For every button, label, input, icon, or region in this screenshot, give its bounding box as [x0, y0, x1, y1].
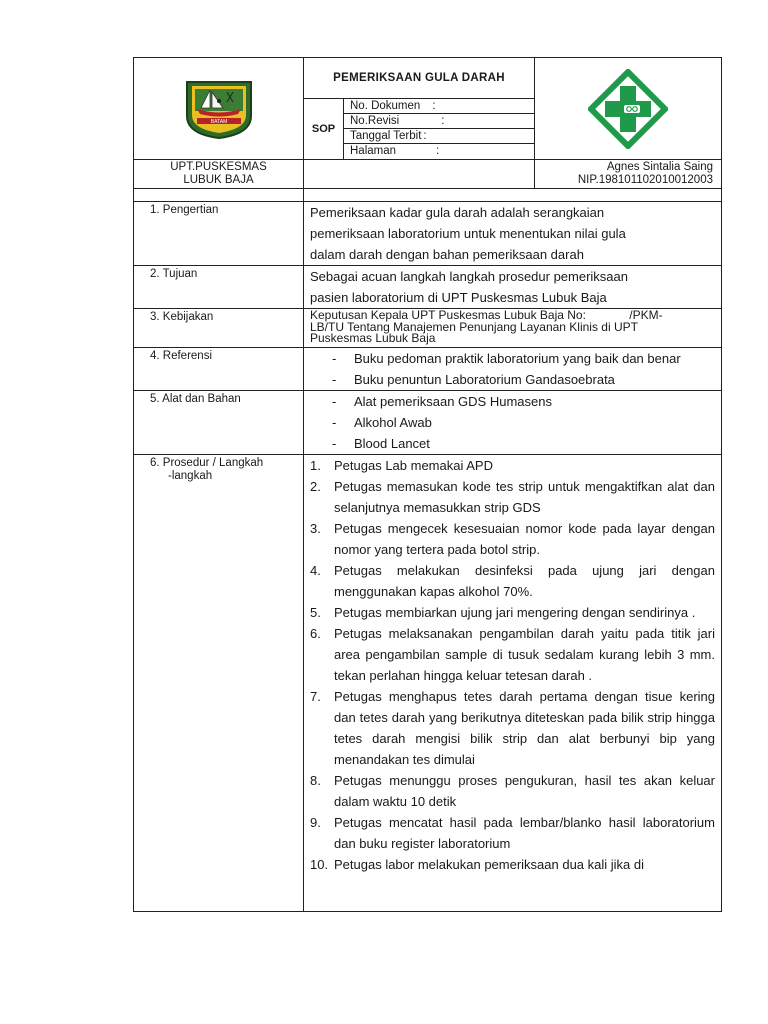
organization-name	[134, 160, 304, 189]
step-text: Petugas melaksanakan pengambilan darah yaitu pada titik jari area pengambilan sample di tusuk sedalam kurang lebih 3 mm. tekan perlahan hingga keluar tetesan darah .	[334, 625, 715, 683]
list-item-text: Alkohol Awab	[354, 414, 432, 430]
list-item: - Buku penuntun Laboratorium Gandasoebrata	[332, 371, 615, 387]
meta-separator: :	[436, 145, 440, 157]
section-content-tujuan	[304, 266, 722, 309]
section-content-prosedur	[304, 454, 722, 911]
step-text: Petugas mengecek kesesuaian nomor kode pada layar dengan nomor yang tertera pada botol strip.	[334, 520, 715, 557]
text-line: Puskesmas Lubuk Baja	[310, 331, 436, 345]
meta-row	[344, 129, 534, 144]
step-text: Petugas melakukan desinfeksi pada ujung jari dengan menggunakan kapas alkohol 70%.	[334, 562, 715, 599]
list-item-text: Buku pedoman praktik laboratorium yang baik dan benar	[354, 350, 681, 366]
step-number: 10.	[310, 856, 329, 872]
list-item-text: Buku penuntun Laboratorium Gandasoebrata	[354, 371, 615, 387]
step-number: 4.	[310, 562, 321, 578]
step-text: Petugas menunggu proses pengukuran, hasil tes akan keluar dalam waktu 10 detik	[334, 772, 715, 809]
list-item: - Blood Lancet	[332, 435, 430, 451]
meta-row	[344, 99, 534, 114]
step-number: 3.	[310, 520, 321, 536]
meta-label: Halaman	[350, 145, 397, 157]
meta-separator: :	[441, 115, 445, 127]
text-line: Pemeriksaan kadar gula darah adalah serangkaian	[310, 205, 605, 220]
procedure-step	[310, 560, 715, 602]
sop-table	[133, 57, 722, 912]
signer-nip: NIP.198101102010012003	[577, 174, 713, 186]
section-label: 1. Pengertian	[134, 202, 304, 266]
sop-label: SOP	[304, 99, 344, 160]
text-line: Sebagai acuan langkah langkah prosedur pemeriksaan	[310, 269, 628, 284]
step-text: Petugas Lab memakai APD	[334, 457, 493, 473]
signer-name: Agnes Sintalia Saing	[606, 161, 713, 173]
sop-document	[133, 57, 721, 936]
meta-row	[344, 114, 534, 129]
label-line: -langkah	[168, 469, 213, 482]
step-number: 9.	[310, 814, 321, 830]
meta-row	[344, 144, 534, 159]
procedure-step	[310, 770, 715, 812]
list-item: - Alat pemeriksaan GDS Humasens	[332, 393, 552, 409]
procedure-step	[310, 623, 715, 686]
emblem-text: BATAM	[210, 118, 227, 125]
section-label: 5. Alat dan Bahan	[134, 390, 304, 454]
step-number: 5.	[310, 604, 321, 620]
section-content-pengertian	[304, 202, 722, 266]
step-text: Petugas labor melakukan pemeriksaan dua kali jika di	[334, 856, 645, 872]
step-number: 2.	[310, 478, 321, 494]
org-line-2: LUBUK BAJA	[183, 174, 254, 186]
signer-block	[535, 160, 722, 189]
blank-cell	[304, 160, 535, 189]
section-label: 4. Referensi	[134, 347, 304, 390]
procedure-step	[310, 518, 715, 560]
meta-table	[344, 99, 534, 158]
step-number: 7.	[310, 688, 321, 704]
org-line-1: UPT.PUSKESMAS	[170, 161, 267, 173]
list-item: - Buku pedoman praktik laboratorium yang baik dan benar	[332, 350, 681, 366]
meta-label: No.Revisi	[350, 115, 400, 127]
meta-separator: :	[423, 130, 427, 142]
text-line: Keputusan Kepala UPT Puskesmas Lubuk Baja No: /PKM-	[310, 308, 663, 322]
step-text: Petugas menghapus tetes darah pertama dengan tisue kering dan tetes darah yang berikutnya diteteskan pada bilik strip hingga tetes darah mengisi bilik strip dan alat berbunyi bip yang menandakan tes dimulai	[334, 688, 715, 767]
meta-separator: :	[432, 100, 436, 112]
text-line: pemeriksaan laboratorium untuk menentukan nilai gula	[310, 226, 626, 241]
meta-label: No. Dokumen	[350, 100, 421, 112]
spacer-cell	[134, 189, 304, 202]
procedure-step	[310, 812, 715, 854]
section-label: 2. Tujuan	[134, 266, 304, 309]
step-text: Petugas memasukan kode tes strip untuk mengaktifkan alat dan selanjutnya memasukkan strip GDS	[334, 478, 715, 515]
procedure-step	[310, 455, 715, 476]
list-item: - Alkohol Awab	[332, 414, 432, 430]
step-number: 8.	[310, 772, 321, 788]
section-label	[134, 454, 304, 911]
list-item-text: Alat pemeriksaan GDS Humasens	[354, 393, 552, 409]
procedure-step	[310, 686, 715, 770]
label-line: 6. Prosedur / Langkah	[150, 456, 264, 469]
procedure-step	[310, 476, 715, 518]
document-title: PEMERIKSAAN GULA DARAH	[304, 58, 535, 99]
step-number: 1.	[310, 457, 321, 473]
section-content-referensi	[304, 347, 722, 390]
meta-cell	[344, 99, 535, 160]
step-text: Petugas membiarkan ujung jari mengering dengan sendirinya .	[334, 604, 696, 620]
batam-city-emblem-icon	[183, 78, 255, 140]
left-logo-cell	[134, 58, 304, 160]
text-line: pasien laboratorium di UPT Puskesmas Lubuk Baja	[310, 290, 607, 305]
procedure-step	[310, 854, 715, 875]
step-text: Petugas mencatat hasil pada lembar/blanko hasil laboratorium dan buku register laboratorium	[334, 814, 715, 851]
procedure-step	[310, 602, 715, 623]
text-line: dalam darah dengan bahan pemeriksaan darah	[310, 247, 584, 262]
section-label: 3. Kebijakan	[134, 309, 304, 348]
section-content-kebijakan	[304, 309, 722, 348]
list-item-text: Blood Lancet	[354, 435, 430, 451]
puskesmas-cross-logo-icon	[588, 69, 668, 149]
right-logo-cell	[535, 58, 722, 160]
section-content-alat-bahan	[304, 390, 722, 454]
spacer-cell	[304, 189, 722, 202]
step-number: 6.	[310, 625, 321, 641]
meta-label: Tanggal Terbit	[350, 130, 422, 142]
text-line: LB/TU Tentang Manajemen Penunjang Layanan Klinis di UPT	[310, 319, 638, 334]
